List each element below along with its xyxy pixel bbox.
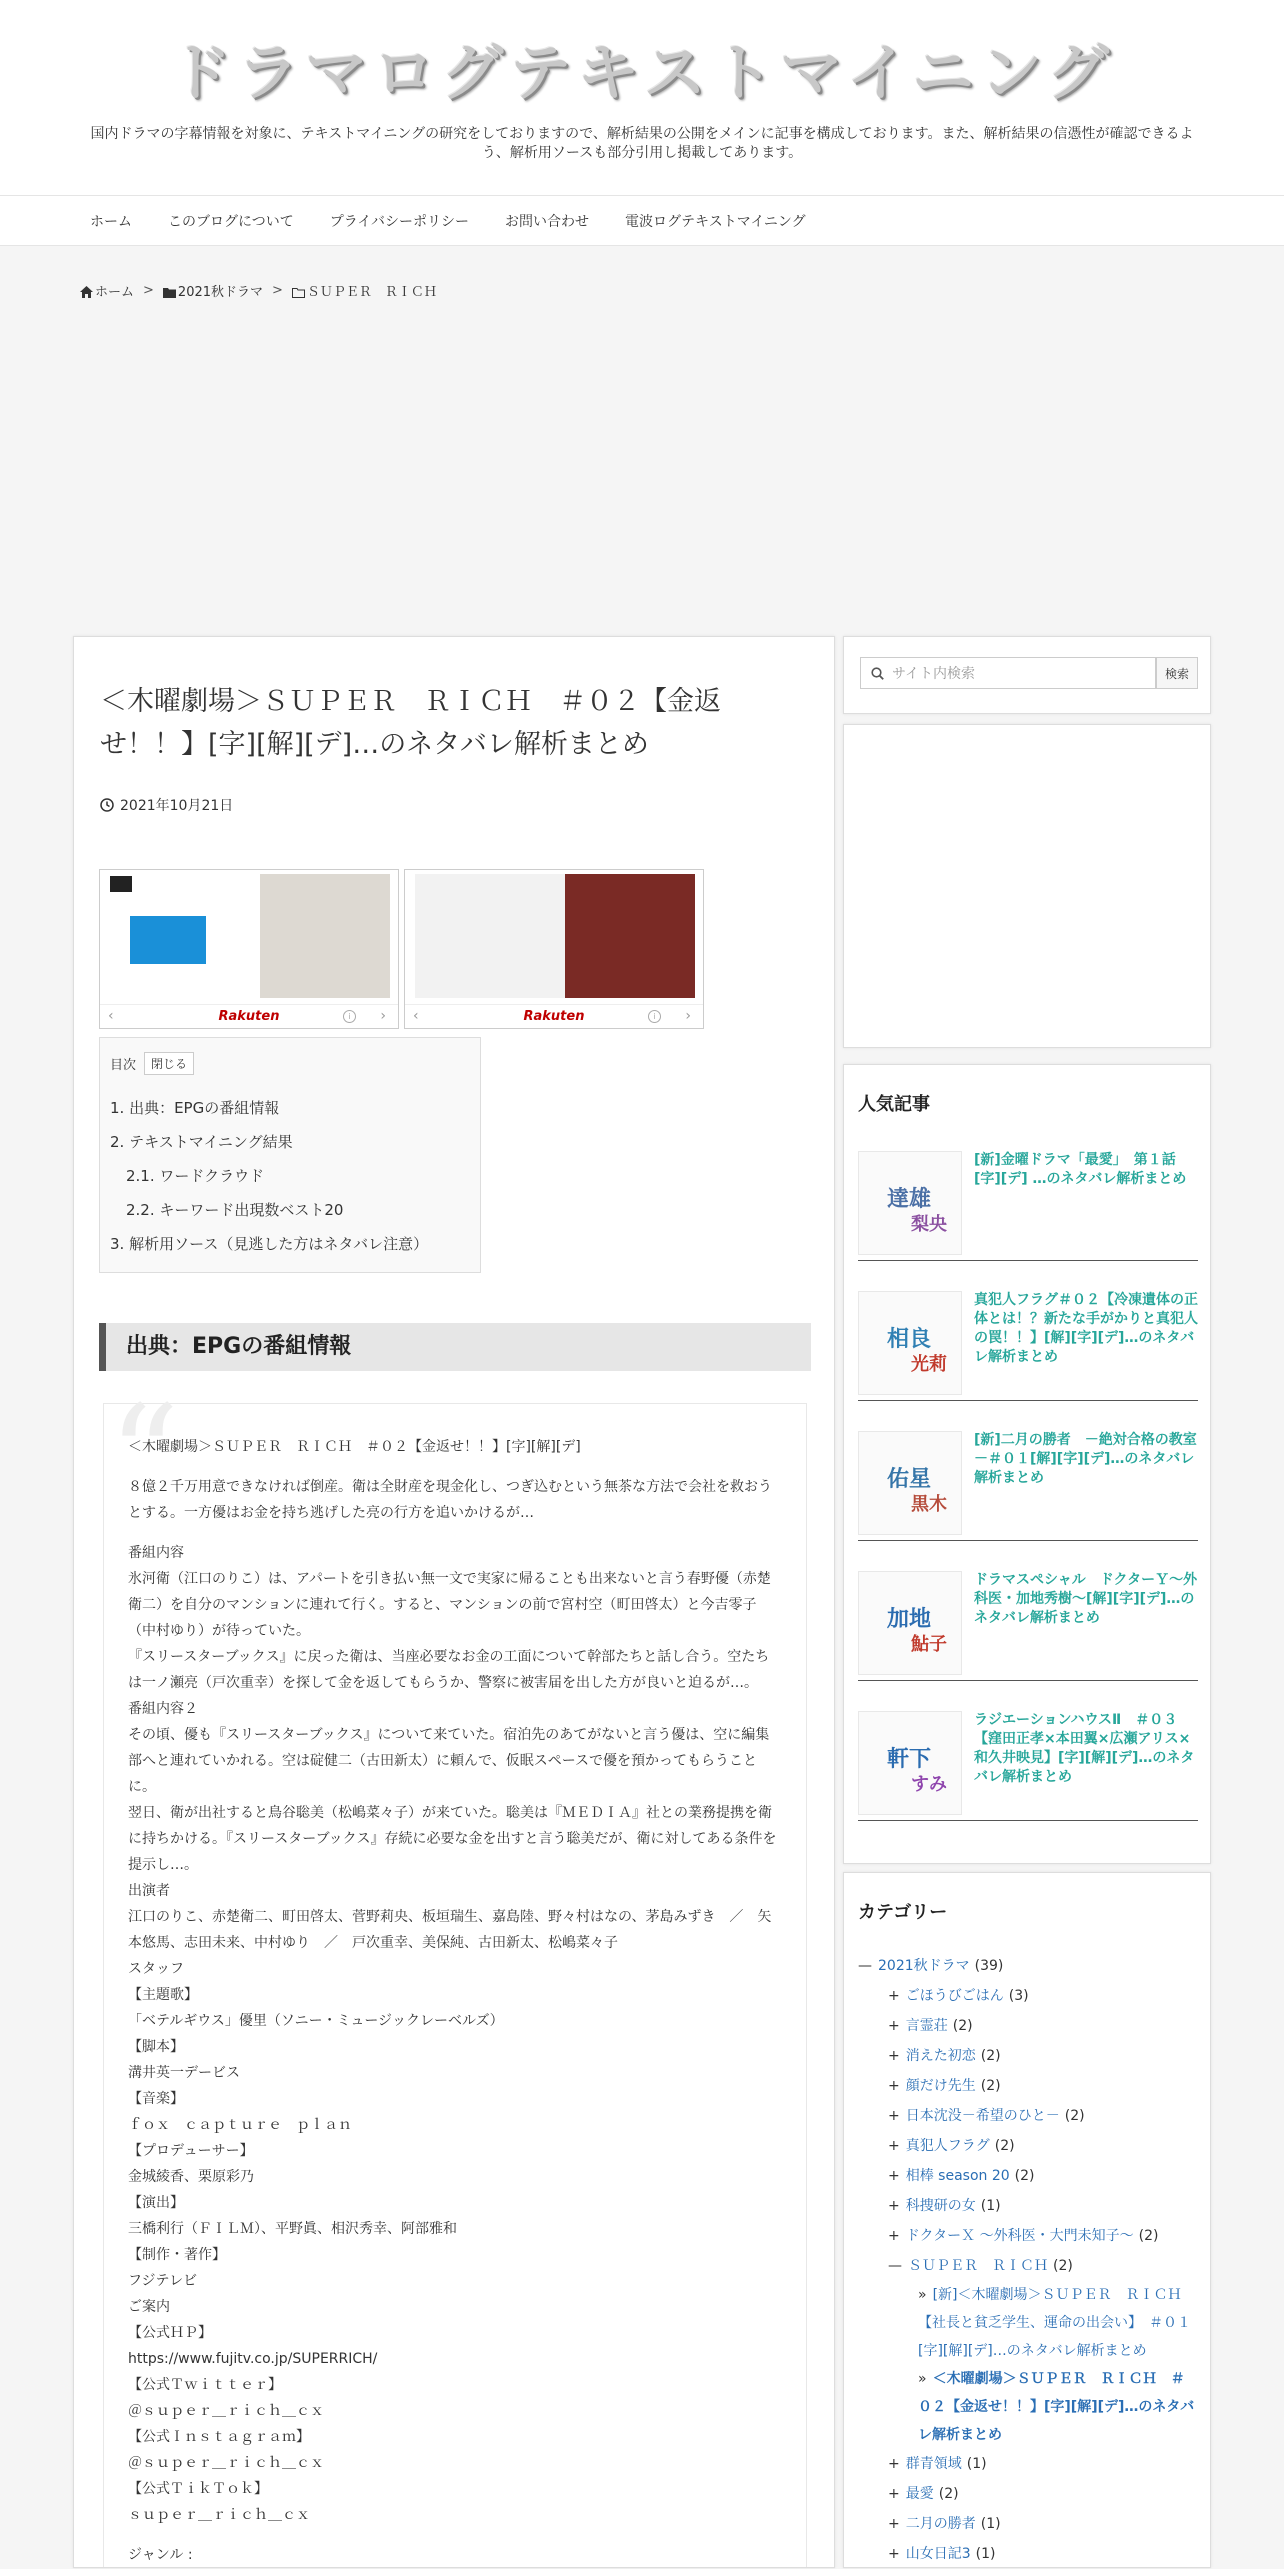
word-cloud-word: 相良 — [887, 1327, 932, 1352]
category-item[interactable] — [858, 2221, 1198, 2251]
breadcrumb-separator: > — [143, 282, 154, 298]
breadcrumb — [80, 280, 437, 300]
quote-line: 【公式ＨＰ】 — [128, 2325, 212, 2341]
quote-line: ８億２千万用意できなければ倒産。衛は全財産を現金化し、つぎ込むという無茶な方法で会社を救おうとする。一方優はお金を持ち逃げした亮の行方を追いかけるが… — [128, 1479, 772, 1521]
popular-post-title[interactable]: [新]金曜ドラマ「最愛」 第１話[字][デ] …のネタバレ解析まとめ — [974, 1152, 1187, 1187]
nav-item[interactable]: 電波ログテキストマイニング — [625, 214, 806, 230]
quote-line: スタッフ — [128, 1961, 184, 1977]
category-link[interactable]: 顔だけ先生 — [905, 2078, 976, 2094]
word-cloud-word: 梨央 — [911, 1214, 947, 1235]
category-item[interactable] — [858, 2011, 1198, 2041]
word-cloud-thumbnail[interactable] — [858, 1431, 962, 1535]
breadcrumb-category[interactable]: 2021秋ドラマ — [163, 281, 263, 300]
ad-info-icon[interactable]: i — [343, 1010, 356, 1023]
table-of-contents — [99, 1037, 481, 1273]
quote-line: 【制作・著作】 — [128, 2247, 226, 2263]
section-heading: 出典：EPGの番組情報 — [99, 1323, 811, 1371]
category-count: (3) — [1008, 1988, 1029, 2004]
folder-icon — [163, 287, 176, 298]
popular-post-item[interactable] — [858, 1699, 1198, 1821]
quote-line: 【音楽】 — [128, 2091, 184, 2107]
search-widget — [843, 636, 1211, 714]
category-count: (1) — [980, 2198, 1001, 2214]
category-link[interactable]: 科捜研の女 — [905, 2198, 976, 2214]
quote-line: 出演者 — [128, 1883, 170, 1899]
category-count: (1) — [966, 2456, 987, 2472]
paragraph-gap — [128, 1526, 782, 1540]
expand-icon[interactable]: + — [888, 2018, 900, 2034]
quote-line: 『スリースターブックス』に戻った衛は、当座必要なお金の工面について幹部たちと話し合う。空たちは一ノ瀬亮（戸次重幸）を探して金を返してもらうか、警察に被害届を出した方が良いと迫るが…。 — [128, 1649, 770, 1691]
quote-line: 【公式Ｔｗｉｔｔｅｒ】 — [128, 2377, 282, 2393]
search-input[interactable]: サイト内検索 — [860, 657, 1156, 689]
article-main — [73, 636, 835, 2568]
quote-line: 江口のりこ、赤楚衛二、町田啓太、菅野莉央、板垣瑞生、嘉島陸、野々村はなの、茅島みずき ／ 矢本悠馬、志田未来、中村ゆり ／ 戸次重幸、美保純、古田新太、松嶋菜々子 — [128, 1909, 772, 1951]
rakuten-ad-banner[interactable] — [99, 869, 399, 1029]
article-title: ＜木曜劇場＞ＳＵＰＥＲ ＲＩＣＨ ＃０２【金返せ！！】[字][解][デ]…のネタバレ解析まとめ — [100, 686, 721, 760]
expand-icon[interactable]: + — [888, 2486, 900, 2502]
ad-next-icon[interactable]: › — [685, 1008, 691, 1024]
quote-line: 【公式Ｉｎｓｔａｇｒａｍ】 — [128, 2429, 310, 2445]
ad-product-mask-image — [415, 874, 565, 998]
category-link[interactable]: 言霊荘 — [905, 2018, 948, 2034]
word-cloud-thumbnail[interactable] — [858, 1291, 962, 1395]
breadcrumb-separator: > — [272, 282, 283, 298]
word-cloud-word: 加地 — [887, 1607, 932, 1632]
expand-icon[interactable]: + — [888, 2546, 900, 2562]
popular-post-item[interactable] — [858, 1279, 1198, 1401]
ad-product-box-image — [130, 916, 206, 964]
quote-line: 番組内容２ — [128, 1701, 198, 1717]
word-cloud-word: すみ — [911, 1774, 947, 1795]
expand-icon[interactable]: + — [888, 2108, 900, 2124]
word-cloud-word: 黒木 — [911, 1494, 947, 1515]
quote-line: ｆｏｘ ｃａｐｔｕｒｅ ｐｌａｎ — [128, 2117, 352, 2133]
category-item[interactable] — [858, 2071, 1198, 2101]
category-count: (2) — [952, 2018, 973, 2034]
quote-line: 番組内容 — [128, 1545, 184, 1561]
expand-icon[interactable]: + — [888, 2048, 900, 2064]
category-link[interactable]: 二月の勝者 — [905, 2516, 976, 2532]
quote-line: 金城綾香、栗原彩乃 — [128, 2169, 254, 2185]
quote-line: フジテレビ — [128, 2273, 198, 2289]
quote-line: 【脚本】 — [128, 2039, 184, 2055]
ad-prev-icon[interactable]: ‹ — [108, 1008, 114, 1024]
ad-product-rug-image — [260, 874, 390, 998]
category-item[interactable] — [858, 2509, 1198, 2539]
category-link[interactable]: ＳＵＰＥＲ ＲＩＣＨ — [908, 2258, 1048, 2274]
expand-icon[interactable]: + — [888, 2198, 900, 2214]
quote-line: 【プロデューサー】 — [128, 2143, 254, 2159]
expand-icon[interactable]: + — [888, 1988, 900, 2004]
word-cloud-thumbnail[interactable] — [858, 1711, 962, 1815]
nav-item[interactable]: このブログについて — [168, 214, 294, 230]
category-link[interactable]: 相棒 season 20 — [905, 2168, 1010, 2184]
category-item[interactable] — [858, 2101, 1198, 2131]
post-bullet-icon: » — [918, 2371, 927, 2387]
category-link[interactable]: ＜木曜劇場＞ＳＵＰＥＲ ＲＩＣＨ ＃０２【金返せ！！】[字][解][デ]…のネタバレ解析まとめ — [918, 2371, 1195, 2443]
category-list — [858, 1951, 1198, 2569]
paragraph-gap — [128, 2528, 782, 2542]
global-nav — [0, 196, 1284, 246]
word-cloud-thumbnail[interactable] — [858, 1571, 962, 1675]
category-item[interactable] — [858, 2281, 1198, 2365]
rakuten-ad-banner[interactable] — [404, 869, 704, 1029]
popular-post-title[interactable]: ドラマスペシャル ドクターＹ～外科医・加地秀樹～[解][字][デ]…のネタバレ解析まとめ — [974, 1572, 1198, 1626]
ad-prev-icon[interactable]: ‹ — [413, 1008, 419, 1024]
category-item[interactable] — [858, 2539, 1198, 2569]
category-link[interactable]: 群青領域 — [905, 2456, 962, 2472]
quote-line: 【演出】 — [128, 2195, 184, 2211]
quote-line: https://www.fujitv.co.jp/SUPERRICH/ — [128, 2351, 378, 2367]
site-logo-text[interactable]: ドラマログテキストマイニング — [169, 35, 1115, 109]
quote-line: 氷河衛（江口のりこ）は、アパートを引き払い無一文で実家に帰ることも出来ないと言う春野優（赤楚衛二）を自分のマンションに連れて行く。すると、マンションの前で宮村空（町田啓太）と今吉零子（中村ゆり）が待っていた。 — [128, 1571, 771, 1639]
category-link[interactable]: ごほうびごはん — [905, 1988, 1004, 2004]
word-cloud-word: 光莉 — [911, 1354, 947, 1375]
popular-post-title[interactable]: 真犯人フラグ＃０２【冷凍遺体の正体とは！？新たな手がかりと真犯人の罠！！】[解][字][デ]…のネタバレ解析まとめ — [974, 1292, 1198, 1365]
word-cloud-thumbnail[interactable] — [858, 1151, 962, 1255]
quote-line: その頃、優も『スリースターブックス』について来ていた。宿泊先のあてがないと言う優は、空に編集部へと連れていかれる。空は碇健二（古田新太）に頼んで、仮眠スペースで優を預かってもらうことに。 — [128, 1727, 770, 1795]
category-link[interactable]: 2021秋ドラマ — [878, 1958, 970, 1974]
epg-quote-block — [103, 1376, 807, 2568]
category-item[interactable] — [858, 2251, 1198, 2281]
home-icon — [80, 286, 93, 298]
quote-line: 溝井英一デービス — [128, 2065, 240, 2081]
category-item[interactable] — [858, 1951, 1198, 1981]
rakuten-logo: Rakuten — [100, 1004, 398, 1028]
category-count: (2) — [1014, 2168, 1035, 2184]
toc-item[interactable]: 2.2. キーワード出現数ベスト20 — [126, 1201, 344, 1219]
ad-next-icon[interactable]: › — [380, 1008, 386, 1024]
category-link[interactable]: [新]＜木曜劇場＞ＳＵＰＥＲ ＲＩＣＨ【社長と貧乏学生、運命の出会い】 ＃０１[字][解][デ]…のネタバレ解析まとめ — [918, 2287, 1191, 2359]
popular-post-item[interactable] — [858, 1559, 1198, 1681]
category-widget — [843, 1872, 1211, 2568]
search-button[interactable]: 検索 — [1156, 657, 1198, 689]
nav-item[interactable]: お問い合わせ — [505, 214, 590, 230]
popular-post-title[interactable]: [新]二月の勝者 －絶対合格の教室－＃０１[解][字][デ]…のネタバレ解析まとめ — [974, 1432, 1197, 1486]
category-link[interactable]: 山女日記3 — [905, 2546, 971, 2562]
breadcrumb-home[interactable]: ホーム — [80, 281, 134, 300]
quote-line: ご案内 — [128, 2299, 170, 2315]
category-item[interactable] — [858, 1981, 1198, 2011]
category-item[interactable] — [858, 2161, 1198, 2191]
category-count: (39) — [974, 1958, 1004, 1974]
paragraph-gap — [128, 1460, 782, 1474]
expand-icon[interactable]: + — [888, 2168, 900, 2184]
quote-line: 三橋利行（ＦＩＬＭ）、平野眞、相沢秀幸、阿部雅和 — [128, 2221, 457, 2237]
quote-line: ｓｕｐｅｒ＿ｒｉｃｈ＿ｃｘ — [128, 2507, 310, 2523]
quote-line: 翌日、衛が出社すると鳥谷聡美（松嶋菜々子）が来ていた。聡美は『ＭＥＤＩＡ』社との業務提携を衛に持ちかける。『スリースターブックス』存続に必要な金を出すと言う聡美だが、衛に対してある条件を提示し…。 — [128, 1805, 777, 1873]
site-logo[interactable] — [138, 28, 1146, 109]
quote-mark-icon: “ — [108, 1376, 180, 1539]
word-cloud-word: 達雄 — [887, 1187, 932, 1212]
category-count: (1) — [975, 2546, 996, 2562]
expand-icon[interactable]: + — [888, 2138, 900, 2154]
word-cloud-word: 鮎子 — [911, 1634, 947, 1655]
toc-item[interactable]: 2.1. ワードクラウド — [126, 1167, 265, 1185]
toc-close-button[interactable]: 閉じる — [144, 1052, 194, 1075]
search-icon — [871, 667, 884, 680]
category-item[interactable] — [858, 2191, 1198, 2221]
toc-item[interactable]: 2. テキストマイニング結果 — [110, 1133, 293, 1151]
breadcrumb-subcategory[interactable]: ＳＵＰＥＲ ＲＩＣＨ — [292, 281, 437, 300]
quote-line: 【主題歌】 — [128, 1987, 198, 2003]
nav-item[interactable]: プライバシーポリシー — [329, 214, 470, 230]
site-tagline: 国内ドラマの字幕情報を対象に、テキストマイニングの研究をしておりますので、解析結果の公開をメインに記事を構成しております。また、解析結果の信憑性が確認できるよう、解析用ソースも部分引用し掲載してあります。 — [90, 126, 1194, 161]
category-item[interactable] — [858, 2479, 1198, 2509]
category-count: (2) — [980, 2048, 1001, 2064]
category-link[interactable]: 真犯人フラグ — [905, 2138, 990, 2154]
category-count: (2) — [1053, 2258, 1073, 2274]
expand-icon[interactable]: + — [888, 2456, 900, 2472]
rakuten-logo: Rakuten — [405, 1004, 703, 1028]
quote-line: 【公式ＴｉｋＴｏｋ】 — [128, 2481, 268, 2497]
popular-posts-widget — [843, 1064, 1211, 1864]
word-cloud-word: 佑星 — [887, 1467, 932, 1492]
quote-line: ＠ｓｕｐｅｒ＿ｒｉｃｈ＿ｃｘ — [128, 2403, 324, 2419]
expand-icon[interactable]: + — [888, 2516, 900, 2532]
popular-posts-title: 人気記事 — [858, 1094, 930, 1115]
collapse-icon[interactable]: — — [888, 2258, 902, 2274]
expand-icon[interactable]: + — [888, 2078, 900, 2094]
popular-post-title[interactable]: ラジエーションハウスⅡ ＃０３【窪田正孝×本田翼×広瀬アリス×和久井映見】[字][解][デ]…のネタバレ解析まとめ — [974, 1712, 1195, 1785]
collapse-icon[interactable]: — — [858, 1958, 872, 1974]
post-date: 2021年10月21日 — [100, 795, 233, 815]
category-count: (2) — [1138, 2228, 1159, 2244]
folder-open-icon — [292, 287, 305, 298]
quote-line: 「ベテルギウス」優里（ソニー・ミュージックレーベルズ） — [128, 2013, 504, 2029]
category-link[interactable]: ドクターＸ ～外科医・大門未知子～ — [905, 2228, 1134, 2244]
category-item[interactable] — [858, 2041, 1198, 2071]
category-title: カテゴリー — [858, 1902, 948, 1923]
quote-line: ジャンル : — [128, 2547, 193, 2563]
category-count: (2) — [1064, 2108, 1085, 2124]
site-header — [0, 0, 1284, 196]
toc-item[interactable]: 3. 解析用ソース（見逃した方はネタバレ注意） — [110, 1235, 429, 1253]
sidebar-ad-slot — [843, 724, 1211, 1048]
category-item[interactable] — [858, 2131, 1198, 2161]
category-link[interactable]: 最愛 — [905, 2486, 934, 2502]
nav-item[interactable]: ホーム — [90, 214, 132, 230]
ad-product-supplement-image — [565, 874, 695, 998]
category-count: (1) — [980, 2516, 1001, 2532]
category-link[interactable]: 日本沈没－希望のひと－ — [905, 2108, 1060, 2124]
clock-icon — [100, 798, 114, 812]
expand-icon[interactable]: + — [888, 2228, 900, 2244]
post-bullet-icon: » — [918, 2287, 927, 2303]
category-count: (2) — [994, 2138, 1015, 2154]
category-count: (2) — [980, 2078, 1001, 2094]
category-count: (2) — [938, 2486, 959, 2502]
category-item[interactable] — [858, 2449, 1198, 2479]
quote-line: ＠ｓｕｐｅｒ＿ｒｉｃｈ＿ｃｘ — [128, 2455, 324, 2471]
ad-info-icon[interactable]: i — [648, 1010, 661, 1023]
category-item[interactable] — [858, 2365, 1198, 2449]
ad-product-tag — [110, 876, 132, 892]
popular-post-item[interactable] — [858, 1139, 1198, 1261]
popular-post-item[interactable] — [858, 1419, 1198, 1541]
toc-item[interactable]: 1. 出典：EPGの番組情報 — [110, 1099, 280, 1117]
word-cloud-word: 軒下 — [887, 1747, 932, 1772]
category-link[interactable]: 消えた初恋 — [905, 2048, 976, 2064]
quote-line: ＜木曜劇場＞ＳＵＰＥＲ ＲＩＣＨ ＃０２【金返せ！！】[字][解][デ] — [128, 1439, 581, 1455]
toc-label: 目次 — [110, 1058, 137, 1073]
